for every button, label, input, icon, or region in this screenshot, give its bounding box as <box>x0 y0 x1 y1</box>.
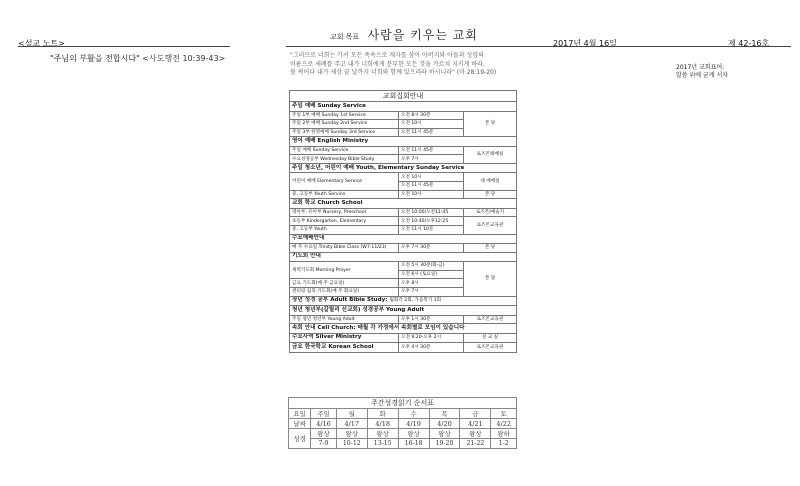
right-divider <box>286 46 791 47</box>
section-prayer: 기도회 안내 <box>290 252 517 262</box>
church-motto-header <box>330 26 478 43</box>
service-time: 오전 8시 30분 <box>399 111 464 120</box>
church-goal-label: 교회 목표 <box>330 33 360 41</box>
section-english: 영어 예배 English Ministry <box>290 137 517 147</box>
sermon-title-text: "주님의 부활을 전합시다" <box>50 54 140 63</box>
service-name: 주일 1부 예배 Sunday 1st Service <box>290 111 399 120</box>
service-place: 로즈몬교육관 <box>464 343 517 353</box>
service-name: 수요사역 Silver Ministry <box>290 333 399 343</box>
service-time: 오후 7시 30분 <box>399 244 464 253</box>
bulletin-volume: 제 42-16호 <box>728 39 770 48</box>
service-time: 오후 1시 30분 <box>399 315 464 324</box>
scripture-verse <box>290 52 530 78</box>
date-cell: 4/18 <box>367 419 398 429</box>
verse-line: 볼 찌어다 내가 세상 끝 날까지 너희와 함께 있으리라 하시니라" (마 28:19-20) <box>290 69 497 77</box>
day-cell: 토 <box>491 409 517 419</box>
date-cell: 4/16 <box>311 419 337 429</box>
day-cell: 월 <box>336 409 367 419</box>
service-time: 오전 11시 45분 <box>399 128 464 137</box>
service-name: 중, 고등부 Youth <box>290 225 399 234</box>
section-young-adult: 청년 청년부(갈릴리 선교회) 성경공부 Young Adult <box>290 306 517 316</box>
bible-reading-table <box>288 397 517 449</box>
section-adult-study <box>290 296 517 306</box>
service-name: 센터링 침묵 기도회(매 주 화요일) <box>290 287 399 296</box>
schedule-title: 교회집회안내 <box>290 91 517 102</box>
section-cell-church: 속회 안내 Cell Church: 매월 각 가정에서 속회별로 모임이 있습니다 <box>290 324 517 334</box>
chapter-cell: 21-22 <box>460 439 491 449</box>
left-divider <box>18 46 230 47</box>
adult-study-note: 월화각 2회, 가을학기 1회 <box>389 298 442 304</box>
service-place: 로즈몬례배실 <box>464 146 517 163</box>
adult-study-label: 장년 성경 공부 Adult Bible Study: <box>292 297 388 304</box>
date-cell: 4/22 <box>491 419 517 429</box>
chapter-cell: 7-9 <box>311 439 337 449</box>
service-place: 로즈몬/예술지 <box>464 208 517 217</box>
service-place: 로즈몬교육관 <box>464 217 517 234</box>
book-cell: 왕상 <box>429 429 460 439</box>
chapter-cell: 19-20 <box>429 439 460 449</box>
service-name: 초등부 Kindergarten, Elementary <box>290 217 399 226</box>
service-time: 오전 10시 <box>399 120 464 129</box>
book-cell: 왕하 <box>491 429 517 439</box>
service-time: 오전 10:40/오후12:25 <box>399 217 464 226</box>
service-time: 오후 4시 30분 <box>399 343 464 353</box>
bible-table-title: 주간성경읽기 순서표 <box>289 398 517 409</box>
book-cell: 왕상 <box>460 429 491 439</box>
service-place: 로즈몬교육관 <box>464 315 517 324</box>
sermon-title <box>50 53 225 64</box>
service-time: 오전 6시 (토요일) <box>399 270 464 279</box>
service-name: 매 주 수요일 Trinity Bible Class (W7-11/23) <box>290 244 399 253</box>
book-cell: 왕상 <box>398 429 429 439</box>
chapter-cell: 13-15 <box>367 439 398 449</box>
date-cell: 4/21 <box>460 419 491 429</box>
row-label-date: 날짜 <box>289 419 311 429</box>
service-name: 주일 청년 청년부 Young Adult <box>290 315 399 324</box>
section-wednesday: 수요예배안내 <box>290 234 517 244</box>
service-name: 수요성경공부 Wednesday Bible Study <box>290 155 399 164</box>
service-name: 어린이 예배 Elementary Service <box>290 173 399 190</box>
service-name: 영아부, 유아부 Nursery, Preschool <box>290 208 399 217</box>
service-name: 중, 고등부 Youth Service <box>290 190 399 199</box>
day-cell: 금 <box>460 409 491 419</box>
service-time: 오전 10시 <box>399 190 464 199</box>
service-time: 오전 11시 45분 <box>399 146 464 155</box>
service-time: 오전 11시 45분 <box>399 182 464 191</box>
service-time: 오후 7시 <box>399 155 464 164</box>
verse-line: 이름으로 세례를 주고 내가 너희에게 분부한 모든 것을 가르쳐 지키게 하라. <box>290 60 485 68</box>
row-label-book: 성경 <box>289 429 311 449</box>
section-youth: 주일 청소년, 어린이 예배 Youth, Elementary Sunday Service <box>290 163 517 173</box>
service-time: 오전 11시 10분 <box>399 225 464 234</box>
service-schedule-table <box>289 90 517 353</box>
chapter-cell: 16-18 <box>398 439 429 449</box>
day-cell: 목 <box>429 409 460 419</box>
service-time: 오전 10시 <box>399 173 464 182</box>
sermon-reference: <사도행전 10:39-43> <box>142 54 226 63</box>
church-motto: 사람을 키우는 교회 <box>367 28 478 42</box>
service-time: 오후 8시 <box>399 279 464 288</box>
book-cell: 왕상 <box>367 429 398 439</box>
chapter-cell: 10-12 <box>336 439 367 449</box>
date-cell: 4/20 <box>429 419 460 429</box>
service-place: 본 당 <box>464 190 517 199</box>
service-name: 금요 기도회(매 주 금요일) <box>290 279 399 288</box>
day-cell: 화 <box>367 409 398 419</box>
book-cell: 왕상 <box>311 429 337 439</box>
service-name: 주일 예배 Sunday Service <box>290 146 399 155</box>
verse-line: "그러므로 너희는 가서 모든 족속으로 제자를 삼아 아버지와 아들과 성령의 <box>290 52 484 59</box>
service-place: 본 당 <box>464 244 517 253</box>
service-place: 대 예배실 <box>464 173 517 190</box>
section-sunday: 주일 예배 Sunday Service <box>290 102 517 112</box>
row-label-day: 요일 <box>289 409 311 419</box>
date-cell: 4/17 <box>336 419 367 429</box>
service-place: 친 교 실 <box>464 333 517 343</box>
slogan-text: 말씀 위에 굳게 서자 <box>676 72 729 79</box>
day-cell: 수 <box>398 409 429 419</box>
chapter-cell: 1-2 <box>491 439 517 449</box>
book-cell: 왕상 <box>336 429 367 439</box>
service-name: 주일 3부 한영예배 Sunday 3rd Service <box>290 128 399 137</box>
bulletin-date: 2017년 4월 16일 <box>553 39 617 48</box>
day-cell: 주일 <box>311 409 337 419</box>
service-place: 본 당 <box>464 111 517 137</box>
sermon-note-label: <설교 노트> <box>18 39 65 48</box>
date-cell: 4/19 <box>398 419 429 429</box>
service-time: 오전 10:00/오전11:45 <box>399 208 464 217</box>
service-name: 금요 한국학교 Korean School <box>290 343 399 353</box>
slogan-label: 2017년 교회표어: <box>676 64 725 71</box>
service-time: 오전 5시 30분(화-금) <box>399 262 464 271</box>
service-name: 새벽기도회 Morning Prayer <box>290 262 399 279</box>
section-church-school: 교회 학교 Church School <box>290 199 517 209</box>
service-name: 주일 2부 예배 Sunday 2nd Service <box>290 120 399 129</box>
service-time: 오전 9:20-오후 2시 <box>399 333 464 343</box>
service-place: 본 당 <box>464 262 517 296</box>
service-time: 오후 7시 <box>399 287 464 296</box>
church-slogan <box>676 64 728 80</box>
